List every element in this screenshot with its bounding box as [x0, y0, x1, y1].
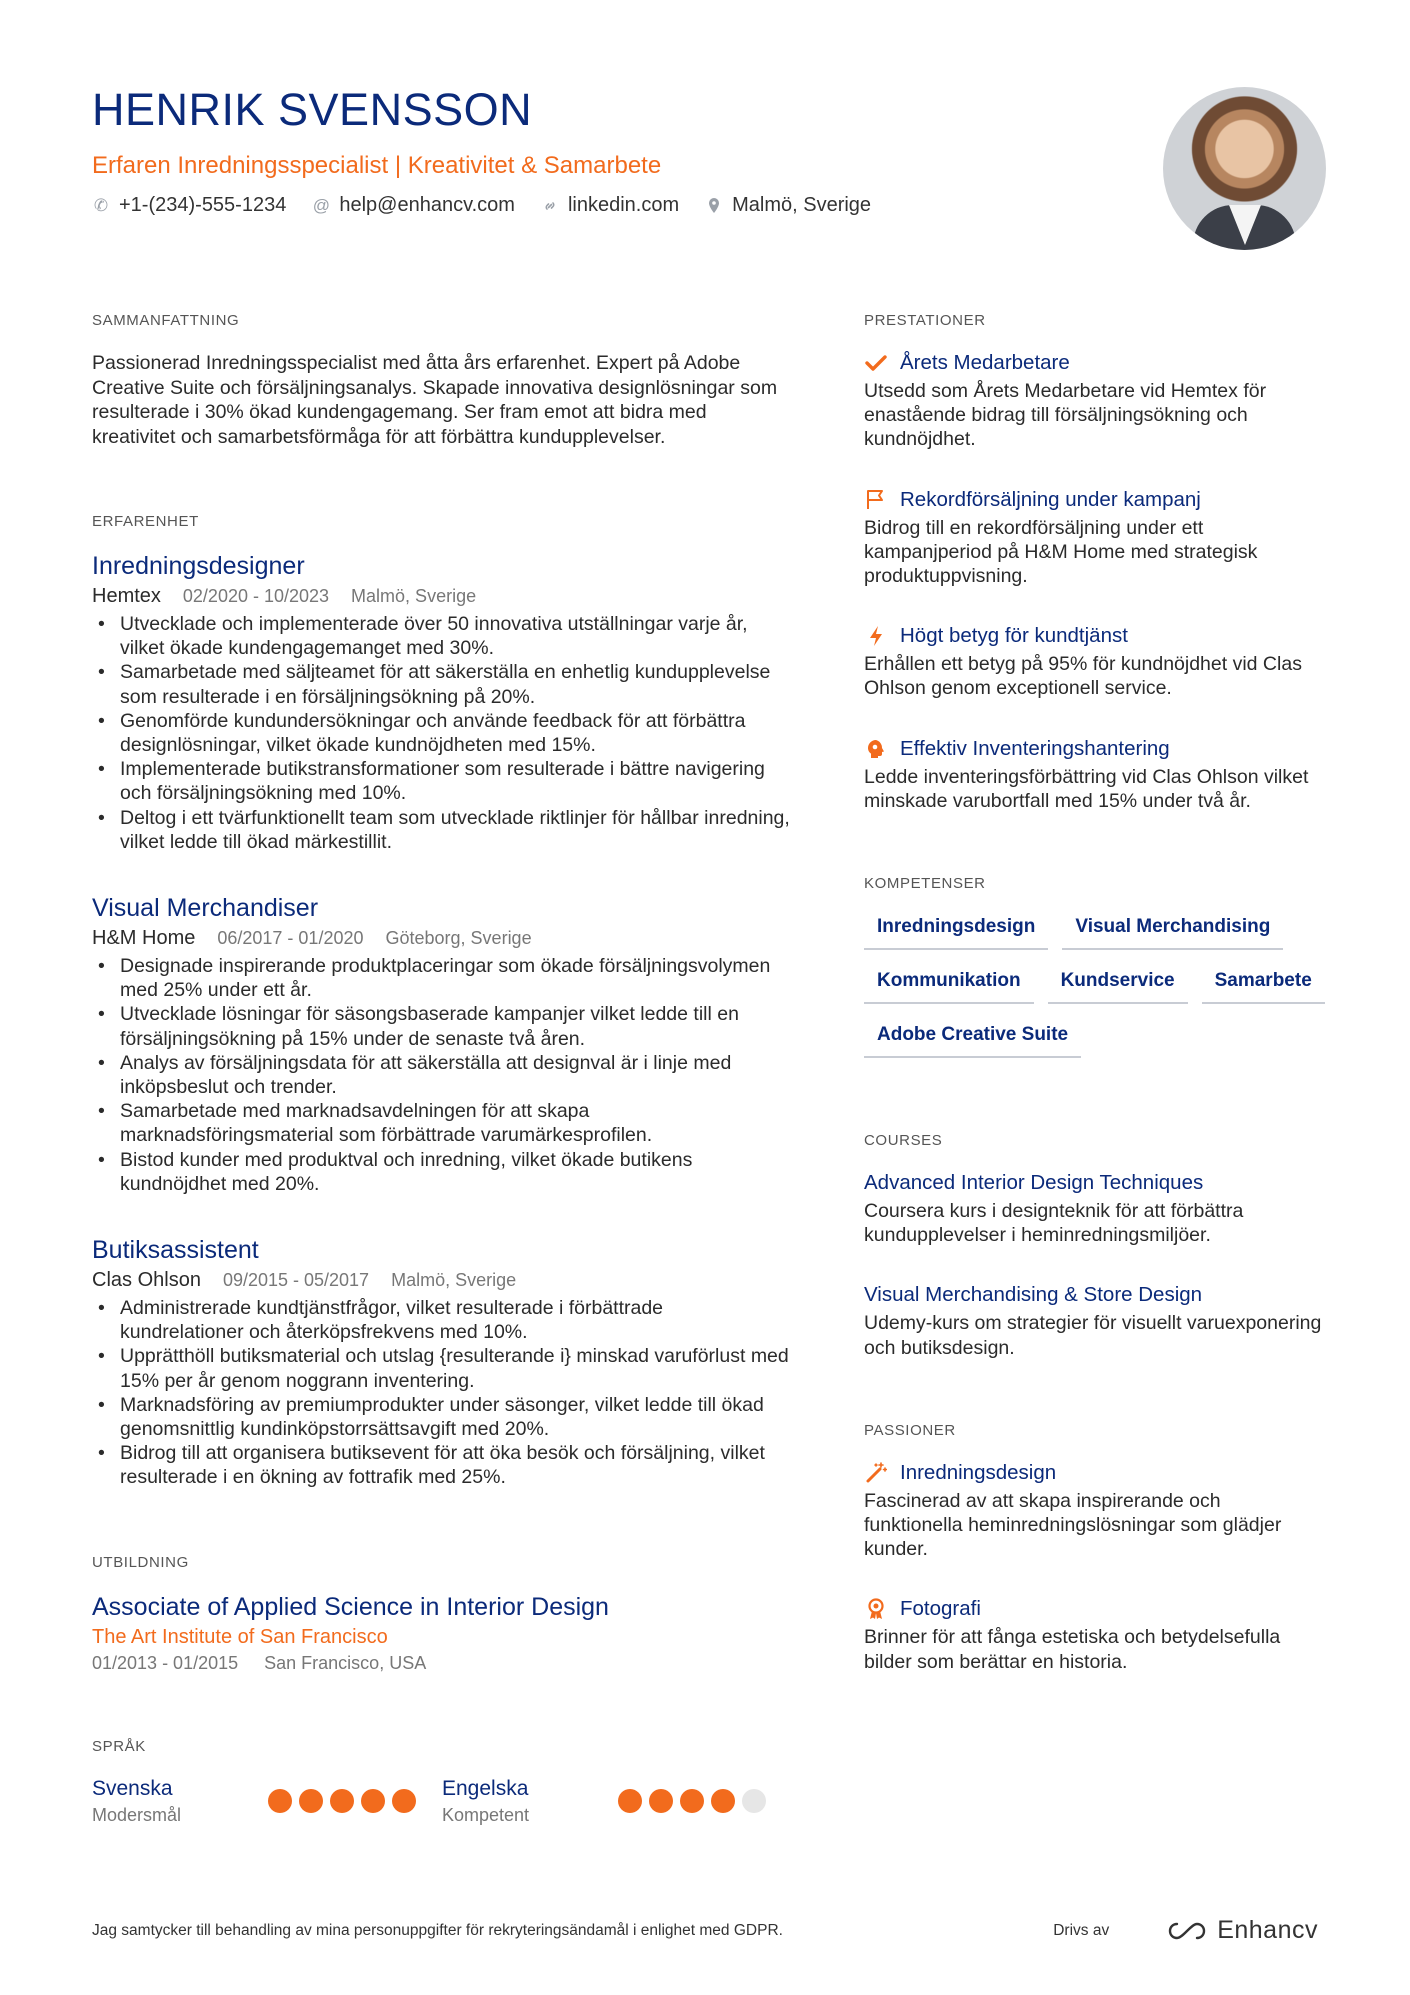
- skill-tag: Kundservice: [1048, 966, 1188, 1004]
- job-bullets: [92, 612, 792, 854]
- achievement-item: [864, 488, 1324, 589]
- passion-desc: Brinner för att fånga estetiska och betydelsefulla bilder som berättar en historia.: [864, 1626, 1281, 1673]
- rating-dot: [361, 1789, 385, 1813]
- achievement-title: Årets Medarbetare: [900, 351, 1070, 374]
- skill-tag: Kommunikation: [864, 966, 1034, 1004]
- award-icon: [864, 1597, 888, 1621]
- course-desc: Coursera kurs i designteknik för att förbättra kundupplevelser i heminredningsmiljöer.: [864, 1200, 1244, 1247]
- location-value: Malmö, Sverige: [732, 194, 872, 216]
- education-dates: 01/2013 - 01/2015: [92, 1652, 239, 1673]
- summary-heading: SAMMANFATTNING: [92, 312, 240, 329]
- language-name: Svenska: [92, 1776, 173, 1800]
- job-bullet: • Upprätthöll butiksmaterial och utslag {resulterande i} minskad varuförlust med 15% per år genom noggrann inventering.: [92, 1344, 792, 1392]
- powered-by-label: Drivs av: [1053, 1921, 1110, 1939]
- contact-row: [92, 194, 1152, 217]
- summary-text: Passionerad Inredningsspecialist med åtta års erfarenhet. Expert på Adobe Creative Suite och försäljningsanalys. Skapade innovativa designlösningar som resulterade i 30% ökad kundengagemang. Ser fram emot att bidra med kreativitet och samarbetsförmåga för att förbättra kundupplevelser.: [92, 352, 778, 448]
- passion-title: Inredningsdesign: [900, 1460, 1057, 1484]
- job-dates: 09/2015 - 05/2017: [222, 1270, 370, 1291]
- at-icon: @: [312, 195, 330, 215]
- job-entry: [92, 1236, 792, 1490]
- flag-icon: [864, 488, 888, 512]
- contact-linkedin[interactable]: [541, 194, 679, 217]
- passion-item: [864, 1461, 1324, 1562]
- language-rating: [618, 1789, 766, 1813]
- contact-location: [705, 194, 871, 217]
- infinity-icon: [1165, 1919, 1209, 1943]
- language-rating: [268, 1789, 416, 1813]
- skills-list: [864, 912, 1334, 1058]
- skill-tag: Samarbete: [1202, 966, 1325, 1004]
- education-location: San Francisco, USA: [264, 1652, 427, 1673]
- job-title: Butiksassistent: [92, 1236, 259, 1265]
- job-location: Malmö, Sverige: [391, 1270, 517, 1291]
- rating-dot: [618, 1789, 642, 1813]
- enhancv-logo[interactable]: [1165, 1916, 1318, 1945]
- job-bullet: • Samarbetade med marknadsavdelningen för att skapa marknadsföringsmaterial som förbättrade varumärkesprofilen.: [92, 1099, 792, 1147]
- education-heading: UTBILDNING: [92, 1553, 189, 1571]
- contact-phone[interactable]: [92, 194, 286, 217]
- job-location: Malmö, Sverige: [351, 586, 477, 606]
- location-icon: [705, 197, 723, 214]
- job-meta: [92, 1269, 792, 1292]
- footer: [92, 1916, 1318, 1945]
- magic-wand-icon: [864, 1461, 888, 1485]
- job-bullet: • Bidrog till att organisera butiksevent för att öka besök och försäljning, vilket resulterade i en ökning av fottrafik med 25%.: [92, 1441, 792, 1489]
- job-bullet: • Analys av försäljningsdata för att säkerställa att designval är i linje med inköpsbeslut och trender.: [92, 1051, 792, 1099]
- job-company: H&M Home: [92, 927, 196, 950]
- linkedin-value: linkedin.com: [567, 194, 680, 216]
- tagline: Erfaren Inredningsspecialist | Kreativitet & Samarbete: [92, 152, 662, 179]
- job-location: Göteborg, Sverige: [385, 928, 532, 949]
- school-name: The Art Institute of San Francisco: [92, 1625, 388, 1648]
- email-value: help@enhancv.com: [339, 194, 515, 216]
- link-icon: [541, 198, 559, 214]
- job-meta: [92, 585, 792, 608]
- contact-email[interactable]: [312, 194, 515, 217]
- rating-dot: [742, 1789, 766, 1813]
- language-level: Modersmål: [92, 1804, 182, 1825]
- profile-photo: [1163, 87, 1326, 250]
- lightning-icon: [864, 624, 888, 648]
- job-bullet: • Samarbetade med säljteamet för att säkerställa en enhetlig kundupplevelse som resulterade i en försäljningsökning på 20%.: [92, 660, 792, 708]
- rating-dot: [330, 1789, 354, 1813]
- education-meta: [92, 1653, 792, 1674]
- language-level: Kompetent: [442, 1804, 530, 1825]
- achievement-item: [864, 351, 1324, 452]
- left-column: [92, 312, 792, 1826]
- skill-tag: Visual Merchandising: [1062, 912, 1283, 950]
- job-bullets: [92, 1296, 792, 1490]
- rating-dot: [680, 1789, 704, 1813]
- candidate-name: HENRIK SVENSSON: [92, 84, 533, 135]
- achievement-title: Högt betyg för kundtjänst: [900, 624, 1128, 648]
- degree-title: Associate of Applied Science in Interior Design: [92, 1592, 609, 1621]
- experience-heading: ERFARENHET: [92, 513, 199, 530]
- achievement-title: Effektiv Inventeringshantering: [900, 736, 1170, 760]
- rating-dot: [299, 1789, 323, 1813]
- job-dates: 02/2020 - 10/2023: [182, 586, 330, 606]
- job-bullet: • Bistod kunder med produktval och inredning, vilket ökade butikens kundnöjdhet med 20%.: [92, 1148, 792, 1196]
- job-bullet: • Implementerade butikstransformationer som resulterade i bättre navigering och försäljningsökning med 10%.: [92, 757, 792, 805]
- job-bullet: • Designade inspirerande produktplaceringar som ökade försäljningsvolymen med 25% under ett år.: [92, 954, 792, 1002]
- job-bullet: • Administrerade kundtjänstfrågor, vilket resulterade i förbättrade kundrelationer och återköpsfrekvens med 10%.: [92, 1296, 792, 1344]
- job-company: Clas Ohlson: [92, 1269, 201, 1292]
- course-item: [864, 1283, 1324, 1359]
- rating-dot: [711, 1789, 735, 1813]
- achievement-desc: Ledde inventeringsförbättring vid Clas Ohlson vilket minskade varubortfall med 15% under två år.: [864, 765, 1309, 812]
- skills-heading: KOMPETENSER: [864, 875, 986, 893]
- passion-item: [864, 1597, 1324, 1673]
- job-entry: [92, 552, 792, 854]
- passions-heading: PASSIONER: [864, 1421, 956, 1439]
- achievement-item: [864, 624, 1324, 700]
- right-column: [864, 312, 1324, 1674]
- job-bullet: • Deltog i ett tvärfunktionellt team som utvecklade riktlinjer för hållbar inredning, vilket ledde till ökad märkestillit.: [92, 806, 792, 854]
- achievement-desc: Utsedd som Årets Medarbetare vid Hemtex för enastående bidrag till försäljningsökning och kundnöjdhet.: [864, 380, 1267, 451]
- checkmark-icon: [864, 351, 888, 375]
- job-title: Visual Merchandiser: [92, 894, 319, 923]
- rating-dot: [268, 1789, 292, 1813]
- job-bullet: • Utvecklade och implementerade över 50 innovativa utställningar varje år, vilket ökade kundengagemanget med 30%.: [92, 612, 792, 660]
- job-meta: [92, 927, 792, 950]
- languages-heading: SPRÅK: [92, 1737, 146, 1755]
- job-company: Hemtex: [92, 585, 161, 607]
- course-title: Visual Merchandising & Store Design: [864, 1283, 1203, 1307]
- skill-tag: Adobe Creative Suite: [864, 1020, 1081, 1058]
- passion-desc: Fascinerad av att skapa inspirerande och funktionella heminredningslösningar som glädjer kunder.: [864, 1489, 1282, 1561]
- achievement-title: Rekordförsäljning under kampanj: [900, 487, 1201, 511]
- achievement-desc: Bidrog till en rekordförsäljning under ett kampanjperiod på H&M Home med strategisk produktuppvisning.: [864, 516, 1258, 588]
- gdpr-consent: Jag samtycker till behandling av mina personuppgifter för rekryteringsändamål i enlighet med GDPR.: [92, 1921, 783, 1939]
- language-name: Engelska: [442, 1776, 529, 1800]
- header: [92, 84, 1152, 217]
- courses-heading: COURSES: [864, 1132, 943, 1150]
- brain-icon: [864, 737, 888, 761]
- achievement-item: [864, 737, 1324, 813]
- language-item: [442, 1777, 792, 1826]
- job-bullet: • Genomförde kundundersökningar och använde feedback för att förbättra designlösningar, vilket ökade kundnöjdheten med 15%.: [92, 709, 792, 757]
- phone-icon: ✆: [93, 195, 109, 215]
- course-item: [864, 1171, 1324, 1247]
- brand-name: Enhancv: [1217, 1916, 1318, 1944]
- rating-dot: [392, 1789, 416, 1813]
- course-title: Advanced Interior Design Techniques: [864, 1171, 1204, 1195]
- job-bullet: • Utvecklade lösningar för säsongsbaserade kampanjer vilket ledde till en försäljningsökning på 15% under de senaste två åren.: [92, 1002, 792, 1050]
- job-dates: 06/2017 - 01/2020: [217, 928, 364, 949]
- languages-list: [92, 1777, 792, 1826]
- achievements-heading: PRESTATIONER: [864, 312, 986, 329]
- skill-tag: Inredningsdesign: [864, 912, 1048, 950]
- job-bullets: [92, 954, 792, 1196]
- passion-title: Fotografi: [900, 1597, 981, 1621]
- rating-dot: [649, 1789, 673, 1813]
- job-bullet: • Marknadsföring av premiumprodukter under säsonger, vilket ledde till ökad genomsnittlig kundinköpstorrsättsavgift med 20%.: [92, 1393, 792, 1441]
- phone-value: +1-(234)-555-1234: [119, 194, 287, 216]
- course-desc: Udemy-kurs om strategier för visuellt varuexponering och butiksdesign.: [864, 1312, 1322, 1359]
- language-item: [92, 1777, 442, 1826]
- job-title: Inredningsdesigner: [92, 552, 305, 580]
- job-entry: [92, 894, 792, 1196]
- achievement-desc: Erhållen ett betyg på 95% för kundnöjdhet vid Clas Ohlson genom exceptionell service.: [864, 653, 1302, 700]
